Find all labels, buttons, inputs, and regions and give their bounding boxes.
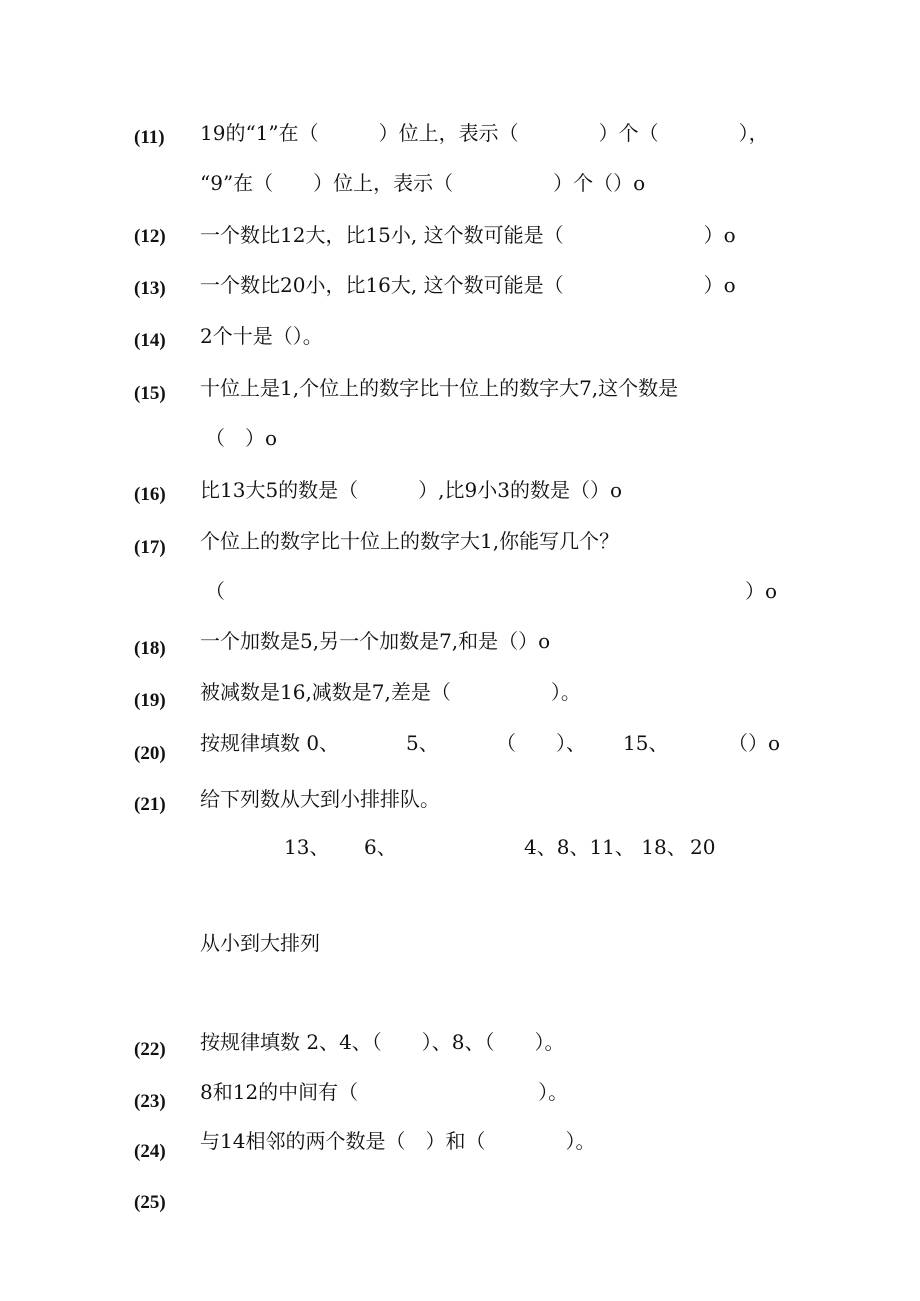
question-text: 一个加数是5,另一个加数是7,和是（）o (200, 629, 551, 653)
sub-instruction: 从小到大排列 (200, 931, 320, 955)
question-text: 一个数比12大，比15小, 这个数可能是（ ）o (200, 223, 736, 247)
question-number: (15) (134, 383, 166, 404)
number-item: 6、 (364, 835, 397, 859)
question-text: 给下列数从大到小排排队。 (200, 787, 440, 811)
question-number: (19) (134, 690, 166, 711)
question-text: 一个数比20小，比16大, 这个数可能是（ ）o (200, 273, 736, 297)
question-number: (24) (134, 1141, 166, 1162)
question-text: 被减数是16,减数是7,差是（ ）。 (200, 680, 581, 704)
number-item: 20 (690, 835, 716, 859)
sequence-blank: （）o (728, 731, 781, 755)
question-text: 2个十是（）。 (200, 324, 323, 348)
question-number: (11) (134, 127, 165, 148)
sequence-start: 按规律填数 0、 (200, 731, 340, 755)
sequence-blank: （ ）、 (496, 731, 586, 755)
question-number: (18) (134, 638, 166, 659)
question-number: (21) (134, 794, 166, 815)
question-text: （ ）o (205, 579, 778, 603)
question-number: (12) (134, 226, 166, 247)
question-text: 十位上是1,个位上的数字比十位上的数字大7,这个数是 (200, 376, 679, 400)
question-text: 比13大5的数是（ ）,比9小3的数是（）o (200, 478, 623, 502)
question-text: （ ）o (205, 426, 278, 450)
question-number: (25) (134, 1192, 166, 1213)
question-text: 8和12的中间有（ ）。 (200, 1080, 569, 1104)
sequence-term: 15、 (623, 731, 669, 755)
question-number: (22) (134, 1039, 166, 1060)
question-text: 与14相邻的两个数是（ ）和（ ）。 (200, 1129, 596, 1153)
question-number: (23) (134, 1091, 166, 1112)
number-item: 4、8、11、 18、 (524, 835, 687, 859)
question-number: (16) (134, 484, 166, 505)
sequence-term: 5、 (406, 731, 439, 755)
question-text: “9”在（ ）位上，表示（ ）个（）o (200, 171, 646, 195)
question-text: 按规律填数 2、4、（ ）、8、（ ）。 (200, 1030, 565, 1054)
question-text: 个位上的数字比十位上的数字大1,你能写几个？ (200, 529, 620, 553)
question-text: 19的“1”在（ ）位上，表示（ ）个（ ）， (200, 121, 769, 145)
question-number: (20) (134, 743, 166, 764)
question-number: (13) (134, 278, 166, 299)
question-number: (17) (134, 537, 166, 558)
question-number: (14) (134, 330, 166, 351)
number-item: 13、 (284, 835, 330, 859)
